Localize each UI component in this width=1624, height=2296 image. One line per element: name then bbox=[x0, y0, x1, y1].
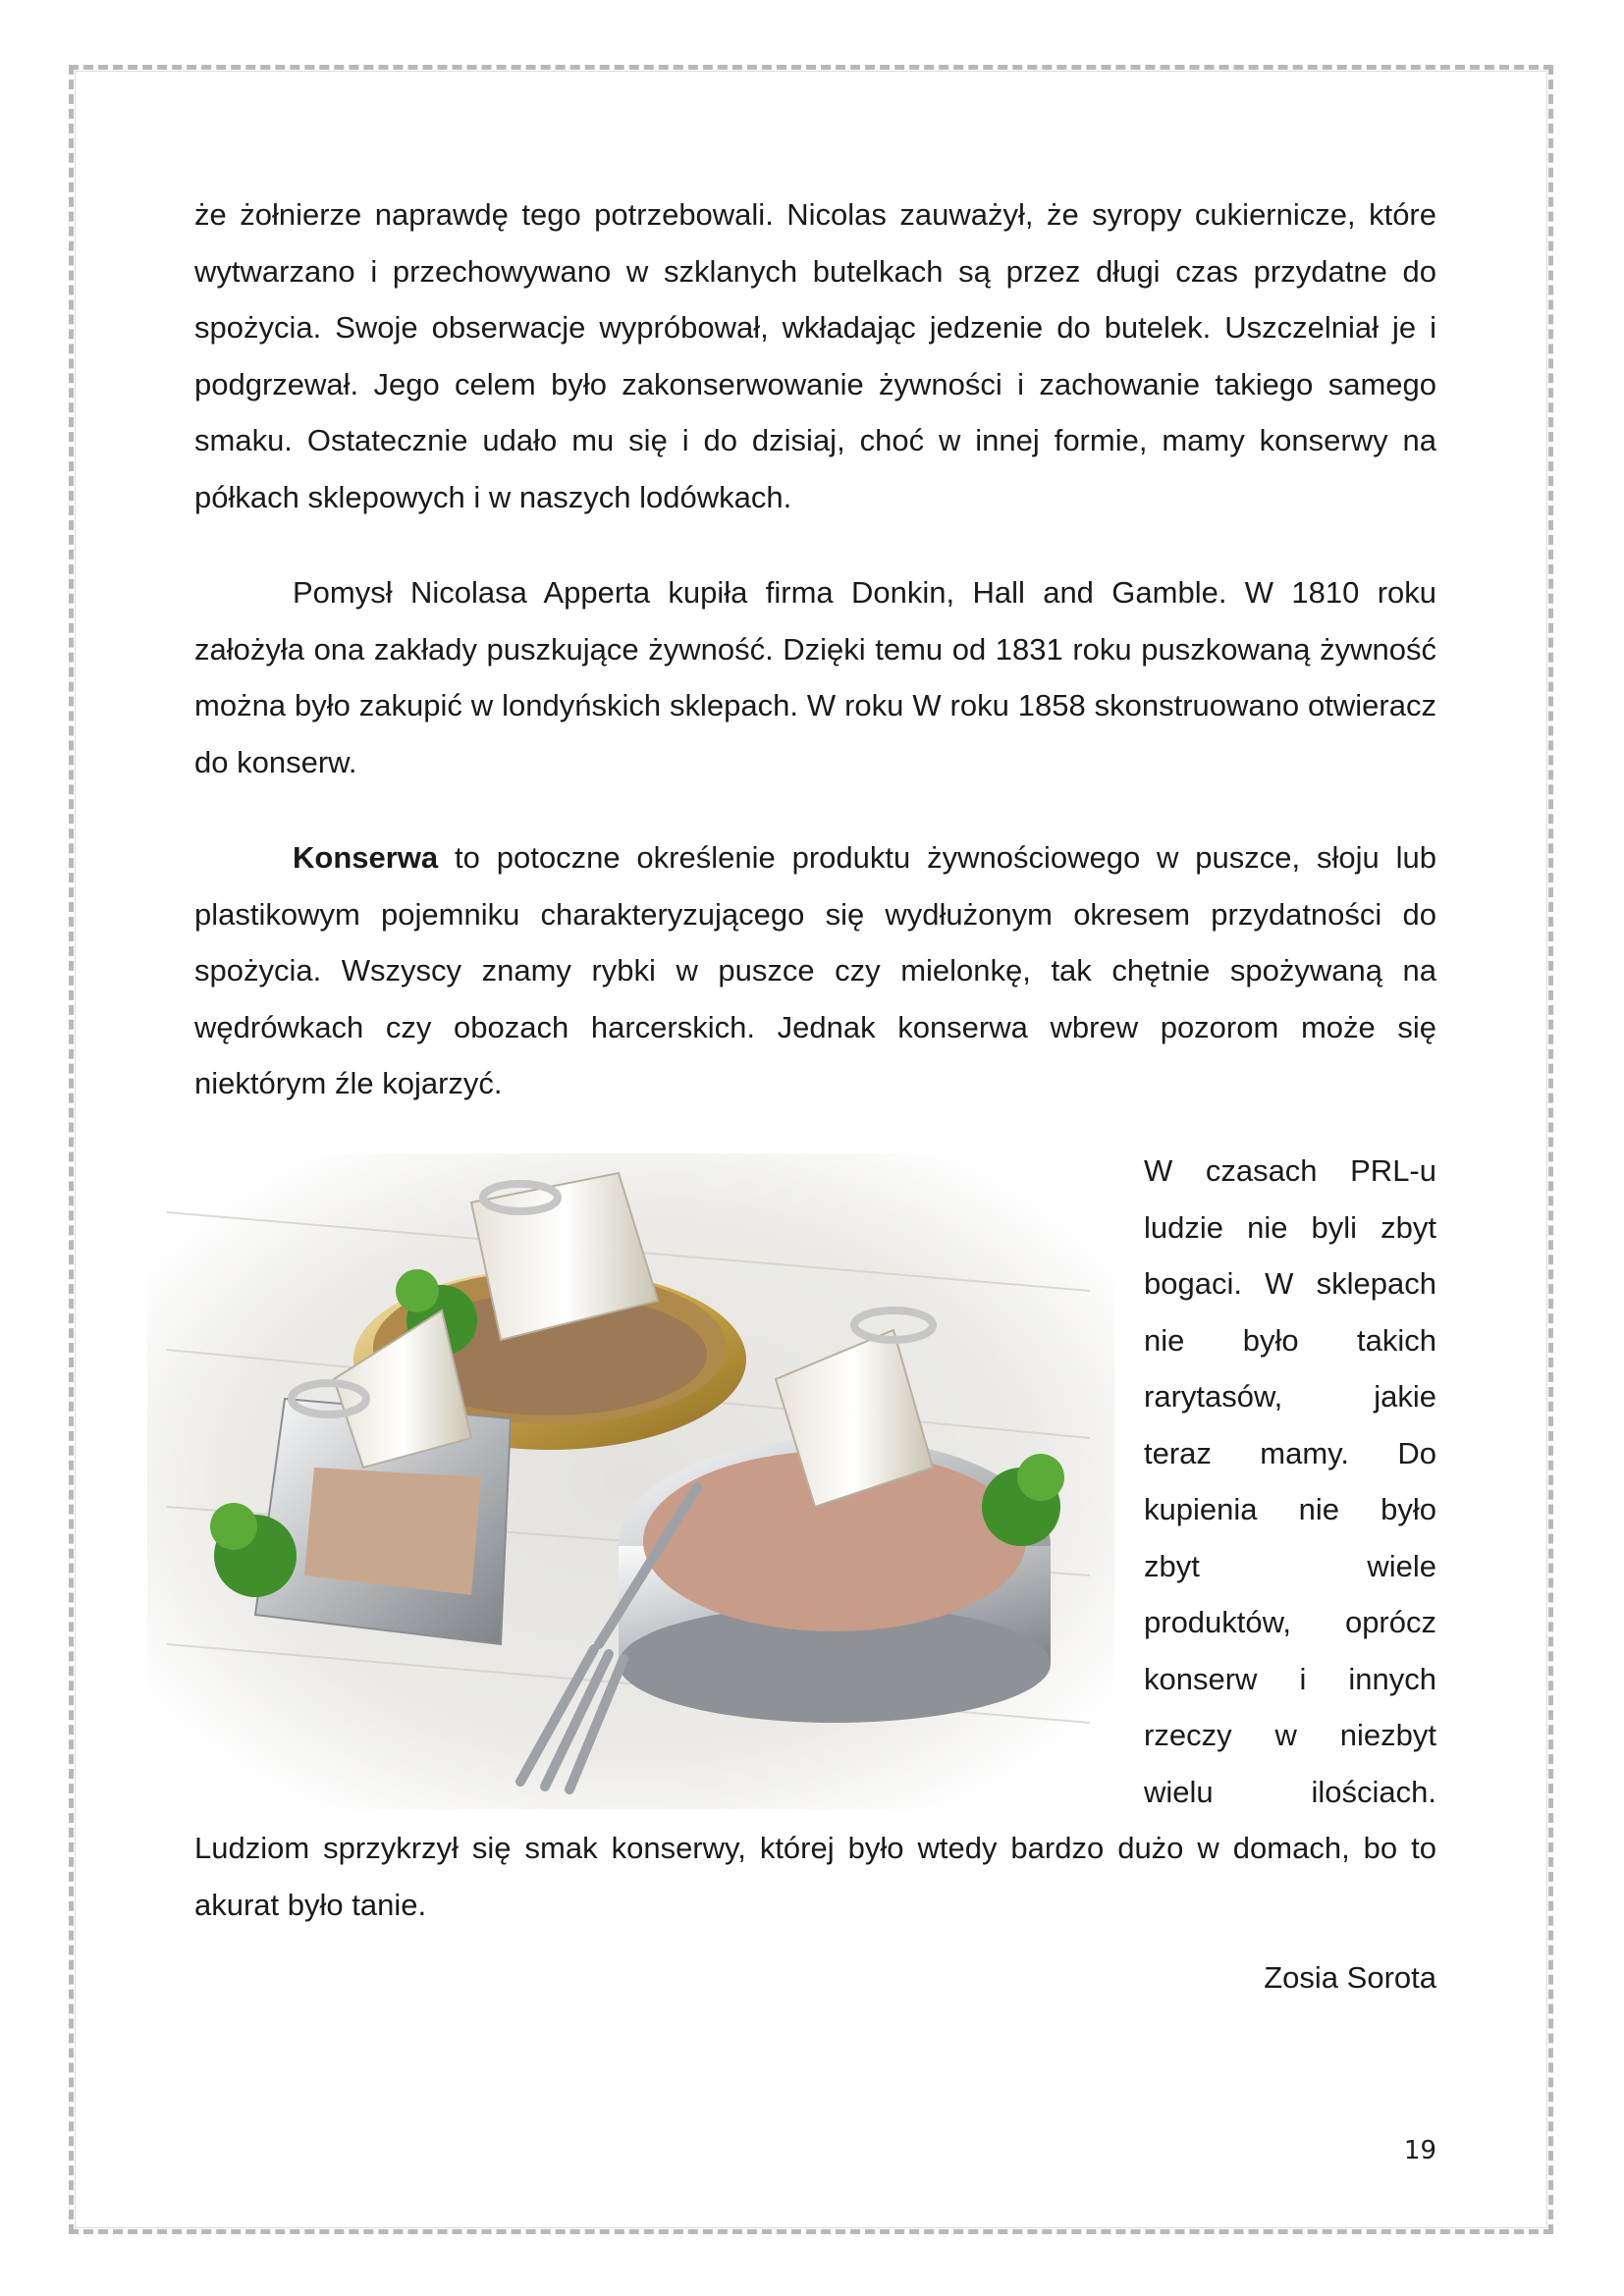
side-text-word: wielu bbox=[1144, 1774, 1214, 1809]
side-text-word: oprócz bbox=[1344, 1605, 1436, 1639]
side-text-word: było bbox=[1242, 1322, 1299, 1358]
side-text-word: produktów, bbox=[1144, 1605, 1291, 1639]
side-text-word: ilościach. bbox=[1311, 1774, 1436, 1809]
side-text-word: rzeczy bbox=[1144, 1718, 1232, 1752]
side-text-word: takich bbox=[1357, 1322, 1436, 1358]
side-text-word: wiele bbox=[1367, 1548, 1436, 1583]
side-text-word: w bbox=[1274, 1718, 1297, 1752]
paragraph-1: że żołnierze naprawdę tego potrzebowali. Nicolas zauważył, że syropy cukiernicze, które wytwarzano i przechowywano w szklanych butelkach są przez długi czas przydatne do spożycia. Swoje obserwacje wypróbował, wkładając jedzenie do butelek. Uszczelniał je i podgrzewał. Jego celem było zakonserwowanie żywności i zachowanie takiego samego smaku. Ostatecznie udało mu się i do dzisiaj, choć w innej formie, mamy konserwy na półkach sklepowych i w naszych lodówkach. bbox=[194, 197, 1436, 514]
canned-fish-photo bbox=[147, 1153, 1114, 1809]
side-text-word: zbyt bbox=[1144, 1548, 1200, 1583]
side-text-line bbox=[1144, 1707, 1436, 1764]
side-text-word: W bbox=[1265, 1266, 1294, 1301]
side-text-word: PRL-u bbox=[1350, 1153, 1436, 1188]
side-text-word: bogaci. bbox=[1144, 1266, 1242, 1301]
side-text-line bbox=[1144, 1481, 1436, 1538]
side-text-word: niezbyt bbox=[1339, 1718, 1436, 1752]
side-text-word: zbyt bbox=[1380, 1209, 1436, 1245]
side-text-line bbox=[1144, 1368, 1436, 1425]
article-body bbox=[194, 187, 1436, 1112]
side-text-line bbox=[1144, 1425, 1436, 1482]
side-text-word: rarytasów, bbox=[1144, 1379, 1283, 1414]
paragraph-3 bbox=[194, 829, 1436, 1112]
side-text-word: byli bbox=[1311, 1209, 1358, 1245]
side-text-line bbox=[1144, 1200, 1436, 1256]
side-text-line bbox=[1144, 1143, 1436, 1200]
wrapped-side-text bbox=[1144, 1143, 1436, 1820]
page-number: 19 bbox=[1403, 2136, 1436, 2165]
paragraph-4-end: Ludziom sprzykrzył się smak konserwy, której było wtedy bardzo dużo w domach, bo to akurat było tanie. bbox=[194, 1831, 1436, 1922]
canned-fish-image bbox=[147, 1153, 1114, 1809]
side-text-word: konserw bbox=[1144, 1661, 1258, 1696]
side-text-word: nie bbox=[1298, 1492, 1339, 1526]
paragraph-2: Pomysł Nicolasa Apperta kupiła firma Donkin, Hall and Gamble. W 1810 roku założyła ona zakłady puszkujące żywność. Dzięki temu od 1831 roku puszkowaną żywność można było zakupić w londyńskich sklepach. W roku W roku 1858 skonstruowano otwieracz do konserw. bbox=[194, 575, 1436, 779]
side-text-word: teraz bbox=[1144, 1435, 1212, 1470]
side-text-line bbox=[1144, 1312, 1436, 1369]
side-text-word: nie bbox=[1144, 1322, 1185, 1358]
side-text-line bbox=[1144, 1538, 1436, 1595]
author-name: Zosia Sorota bbox=[1264, 1960, 1436, 1995]
side-text-word: było bbox=[1380, 1492, 1436, 1526]
side-text-word: mamy. bbox=[1260, 1435, 1349, 1470]
side-text-word: sklepach bbox=[1316, 1266, 1436, 1301]
side-text-word: Do bbox=[1397, 1435, 1436, 1470]
side-text-line bbox=[1144, 1764, 1436, 1821]
side-text-word: ludzie bbox=[1144, 1209, 1223, 1245]
side-text-word: W bbox=[1144, 1153, 1173, 1188]
side-text-line bbox=[1144, 1255, 1436, 1312]
paragraph-4-continuation bbox=[194, 1820, 1436, 1933]
side-text-word: i bbox=[1299, 1661, 1307, 1696]
side-text-word: nie bbox=[1247, 1209, 1288, 1245]
side-text-word: innych bbox=[1348, 1661, 1436, 1696]
side-text-word: jakie bbox=[1374, 1379, 1436, 1414]
side-text-line bbox=[1144, 1594, 1436, 1651]
side-text-line bbox=[1144, 1651, 1436, 1708]
side-text-word: kupienia bbox=[1144, 1492, 1258, 1526]
side-text-word: czasach bbox=[1205, 1153, 1318, 1188]
paragraph-3-term: Konserwa bbox=[293, 840, 439, 875]
paragraph-3-text: to potoczne określenie produktu żywnościowego w puszce, słoju lub plastikowym pojemniku charakteryzującego się wydłużonym okresem przydatności do spożycia. Wszyscy znamy rybki w puszce czy mielonkę, tak chętnie spożywaną na wędrówkach czy obozach harcerskich. Jednak konserwa wbrew pozorom może się niektórym źle kojarzyć. bbox=[194, 840, 1436, 1100]
